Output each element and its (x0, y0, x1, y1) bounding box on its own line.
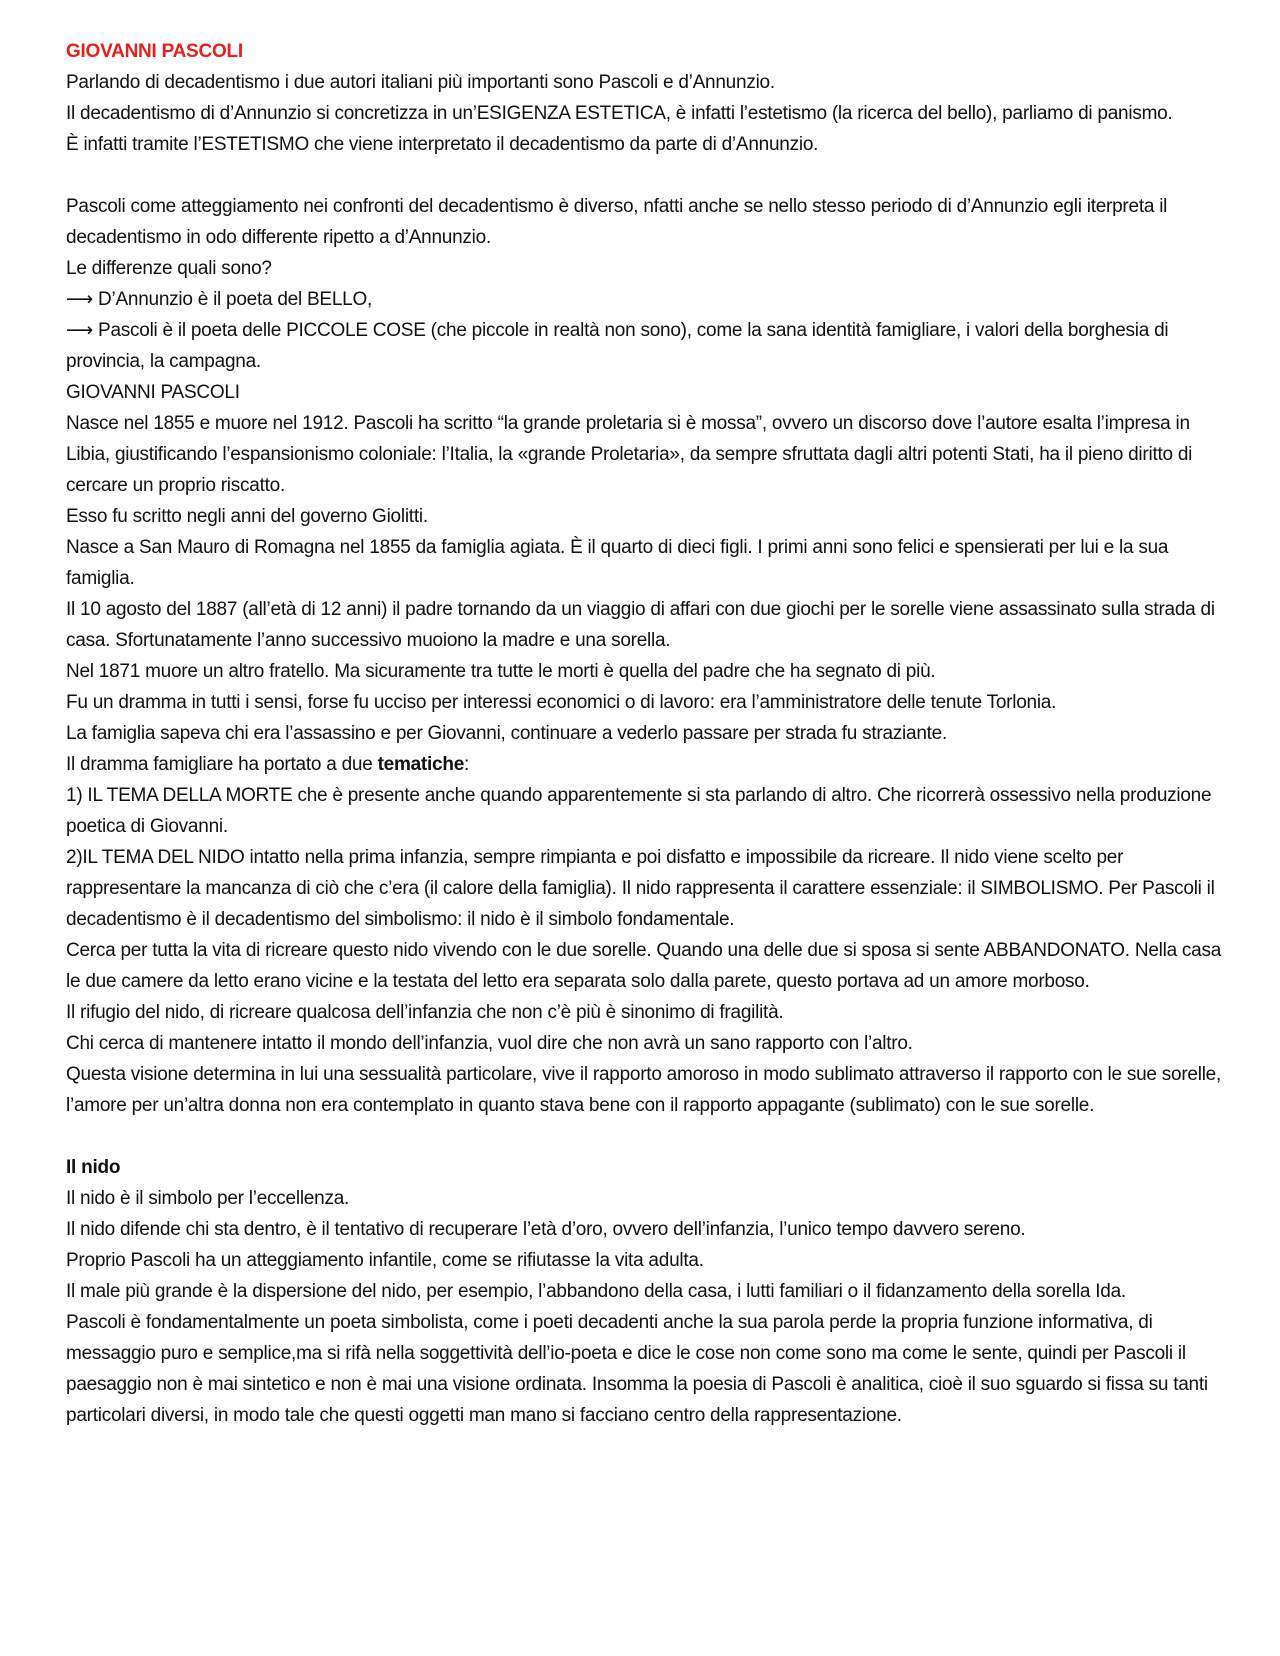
paragraph: Nasce a San Mauro di Romagna nel 1855 da famiglia agiata. È il quarto di dieci figli. I primi anni sono felici e spensierati per lui e la sua famiglia. (66, 537, 1169, 589)
paragraph: Il nido è il simbolo per l’eccellenza. (66, 1188, 350, 1209)
paragraph: È infatti tramite l’ESTETISMO che viene interpretato il decadentismo da parte di d’Annunzio. (66, 134, 819, 155)
document-body (66, 36, 1236, 1431)
paragraph: Cerca per tutta la vita di ricreare questo nido vivendo con le due sorelle. Quando una delle due si sposa si sente ABBANDONATO. Nella casa le due camere da letto erano vicine e la testata del letto era separata solo dalla parete, questo portava ad un amore morboso. (66, 940, 1222, 992)
paragraph: Proprio Pascoli ha un atteggiamento infantile, come se rifiutasse la vita adulta. (66, 1250, 704, 1271)
subheading: GIOVANNI PASCOLI (66, 382, 240, 403)
tematiche-bold: tematiche (377, 754, 465, 775)
paragraph: La famiglia sapeva chi era l’assassino e per Giovanni, continuare a vederlo passare per strada fu straziante. (66, 723, 948, 744)
section-heading-nido: Il nido (66, 1157, 121, 1178)
theme-item: 2)IL TEMA DEL NIDO intatto nella prima infanzia, sempre rimpianta e poi disfatto e impossibile da ricreare. Il nido viene scelto per rappresentare la mancanza di ciò che c’era (il calore della famiglia). Il nido rappresenta il carattere essenziale: il SIMBOLISMO. Per Pascoli il decadentismo è il decadentismo del simbolismo: il nido è il simbolo fondamentale. (66, 847, 1215, 930)
paragraph: Nel 1871 muore un altro fratello. Ma sicuramente tra tutte le morti è quella del padre che ha segnato di più. (66, 661, 936, 682)
theme-item: 1) IL TEMA DELLA MORTE che è presente anche quando apparentemente si sta parlando di altro. Che ricorrerà ossessivo nella produzione poetica di Giovanni. (66, 785, 1212, 837)
paragraph: Pascoli come atteggiamento nei confronti del decadentismo è diverso, nfatti anche se nello stesso periodo di d’Annunzio egli iterpreta il decadentismo in odo differente ripetto a d’Annunzio. (66, 196, 1168, 248)
tematiche-suffix: : (464, 754, 470, 775)
blank-line (66, 160, 1236, 191)
paragraph: Il decadentismo di d’Annunzio si concretizza in un’ESIGENZA ESTETICA, è infatti l’estetismo (la ricerca del bello), parliamo di panismo. (66, 103, 1173, 124)
paragraph: Questa visione determina in lui una sessualità particolare, vive il rapporto amoroso in modo sublimato attraverso il rapporto con le sue sorelle, l’amore per un’altra donna non era contemplato in quanto stava bene con il rapporto appagante (sublimato) con le sue sorelle. (66, 1064, 1222, 1116)
paragraph: Il nido difende chi sta dentro, è il tentativo di recuperare l’età d’oro, ovvero dell’infanzia, l’unico tempo davvero sereno. (66, 1219, 1026, 1240)
paragraph: Nasce nel 1855 e muore nel 1912. Pascoli ha scritto “la grande proletaria si è mossa”, ovvero un discorso dove l’autore esalta l’impresa in Libia, giustificando l’espansionismo coloniale: l’Italia, la «grande Proletaria», da sempre sfruttata dagli altri potenti Stati, ha il pieno diritto di cercare un proprio riscatto. (66, 413, 1193, 496)
paragraph: Le differenze quali sono? (66, 258, 272, 279)
paragraph: Il 10 agosto del 1887 (all’età di 12 anni) il padre tornando da un viaggio di affari con due giochi per le sorelle viene assassinato sulla strada di casa. Sfortunatamente l’anno successivo muoiono la madre e una sorella. (66, 599, 1215, 651)
tematiche-prefix: Il dramma famigliare ha portato a due (66, 754, 378, 775)
arrow-item: ⟶ D’Annunzio è il poeta del BELLO, (66, 289, 373, 310)
blank-line (66, 1121, 1236, 1152)
paragraph: Pascoli è fondamentalmente un poeta simbolista, come i poeti decadenti anche la sua parola perde la propria funzione informativa, di messaggio puro e semplice,ma si rifà nella soggettività dell’io-poeta e dice le cose non come sono ma come le sente, quindi per Pascoli il paesaggio non è mai sintetico e non è mai una visione ordinata. Insomma la poesia di Pascoli è analitica, cioè il suo sguardo si fissa su tanti particolari diversi, in modo tale che questi oggetti man mano si facciano centro della rappresentazione. (66, 1312, 1208, 1426)
document-title: GIOVANNI PASCOLI (66, 41, 243, 62)
arrow-item: ⟶ Pascoli è il poeta delle PICCOLE COSE (che piccole in realtà non sono), come la sana identità famigliare, i valori della borghesia di provincia, la campagna. (66, 320, 1169, 372)
paragraph: Parlando di decadentismo i due autori italiani più importanti sono Pascoli e d’Annunzio. (66, 72, 775, 93)
paragraph: Fu un dramma in tutti i sensi, forse fu ucciso per interessi economici o di lavoro: era l’amministratore delle tenute Torlonia. (66, 692, 1057, 713)
paragraph: Chi cerca di mantenere intatto il mondo dell’infanzia, vuol dire che non avrà un sano rapporto con l’altro. (66, 1033, 913, 1054)
tematiche-line (66, 749, 1236, 780)
paragraph: Esso fu scritto negli anni del governo Giolitti. (66, 506, 428, 527)
paragraph: Il male più grande è la dispersione del nido, per esempio, l’abbandono della casa, i lutti familiari o il fidanzamento della sorella Ida. (66, 1281, 1126, 1302)
paragraph: Il rifugio del nido, di ricreare qualcosa dell’infanzia che non c’è più è sinonimo di fragilità. (66, 1002, 784, 1023)
